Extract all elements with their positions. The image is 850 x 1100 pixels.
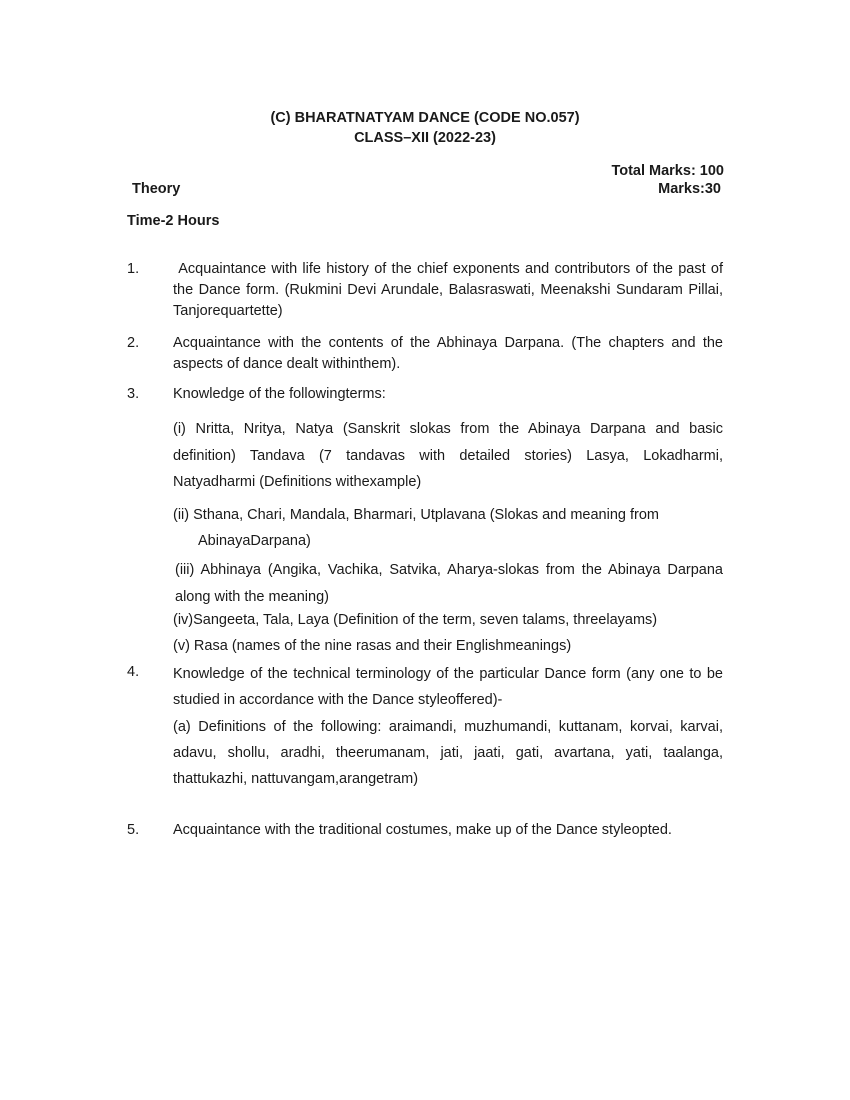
- section-theory: Theory: [132, 181, 181, 197]
- item-text: Knowledge of the followingterms:: [173, 386, 386, 402]
- item-number: 3.: [127, 386, 140, 402]
- item-number: 1.: [127, 261, 140, 277]
- item-number: 2.: [127, 335, 140, 351]
- sub-item-a: (a) Definitions of the following: araimandi, muzhumandi, kuttanam, korvai, karvai, adavu, shollu, aradhi, theerumanam, jati, jaati, gati, avartana, yati, taalanga, thattukazhi, nattuvangam,arangetram): [173, 719, 723, 787]
- item-text: Acquaintance with life history of the chief exponents and contributors of the past of the Dance form. (Rukmini Devi Arundale, Balasraswati, Meenakshi Sundaram Pillai, Tanjorequartette): [173, 261, 728, 319]
- document-subtitle: CLASS–XII (2022-23): [354, 130, 496, 146]
- sub-item-iii: (iii) Abhinaya (Angika, Vachika, Satvika, Aharya-slokas from the Abinaya Darpana along with the meaning): [175, 562, 723, 605]
- section-marks: Marks:30: [658, 181, 721, 197]
- total-marks: Total Marks: 100: [611, 163, 724, 179]
- item-text: Knowledge of the technical terminology of the particular Dance form (any one to be studied in accordance with the Dance styleoffered)-: [173, 666, 723, 708]
- item-text: Acquaintance with the contents of the Abhinaya Darpana. (The chapters and the aspects of dance dealt withinthem).: [173, 335, 723, 372]
- item-number: 5.: [127, 822, 140, 838]
- sub-item-iv: (iv)Sangeeta, Tala, Laya (Definition of the term, seven talams, threelayams): [173, 612, 658, 628]
- item-number: 4.: [127, 664, 140, 680]
- item-text: Acquaintance with the traditional costumes, make up of the Dance styleopted.: [173, 822, 672, 838]
- sub-item-ii-continued: AbinayaDarpana): [198, 533, 311, 549]
- document-title: (C) BHARATNATYAM DANCE (CODE NO.057): [270, 110, 580, 126]
- sub-item-v: (v) Rasa (names of the nine rasas and their Englishmeanings): [173, 638, 572, 654]
- sub-item-i: (i) Nritta, Nritya, Natya (Sanskrit slokas from the Abinaya Darpana and basic definition) Tandava (7 tandavas with detailed stories) Lasya, Lokadharmi, Natyadharmi (Definitions withexample): [173, 421, 723, 490]
- exam-time: Time-2 Hours: [127, 213, 220, 229]
- sub-item-ii: (ii) Sthana, Chari, Mandala, Bharmari, Utplavana (Slokas and meaning from: [173, 507, 659, 523]
